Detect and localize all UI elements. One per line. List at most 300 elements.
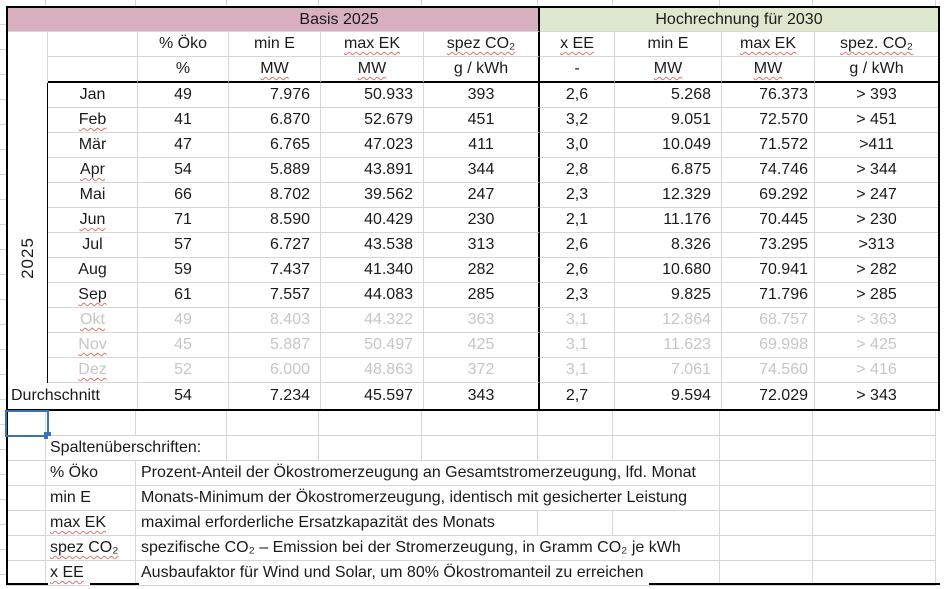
cell-spezCO2-2030[interactable] <box>815 183 938 208</box>
value: 2,6 <box>565 261 589 278</box>
cell-xEE[interactable] <box>540 308 615 333</box>
month-label: Nov <box>78 336 107 353</box>
cell-minE-2030[interactable] <box>615 158 722 183</box>
cell-spezCO2[interactable] <box>424 208 540 233</box>
summary-label-cell[interactable] <box>8 383 138 409</box>
value: 9.594 <box>670 387 711 404</box>
cell-spezCO2[interactable] <box>424 183 540 208</box>
cell-oeko[interactable] <box>138 208 229 233</box>
unit-spezCO2[interactable] <box>424 57 540 83</box>
value: 411 <box>468 136 494 153</box>
value: 44.083 <box>364 286 413 303</box>
value: 74.746 <box>759 161 808 178</box>
basis-2025-label: Basis 2025 <box>299 10 379 28</box>
summary-maxEK[interactable] <box>321 383 424 409</box>
legend-row <box>6 511 940 536</box>
summary-spezCO2[interactable] <box>424 383 540 409</box>
value: > 393 <box>856 86 897 103</box>
cell-xEE[interactable] <box>540 133 615 158</box>
legend-key[interactable]: x EE <box>48 561 90 585</box>
cell-spezCO2[interactable] <box>424 108 540 133</box>
value: 40.429 <box>364 211 413 228</box>
cell-minE[interactable] <box>229 308 321 333</box>
value: 8.702 <box>269 186 310 203</box>
cell-minE[interactable] <box>229 358 321 383</box>
legend-key[interactable]: min E <box>48 486 97 510</box>
col-header-spezCO2[interactable] <box>424 32 540 57</box>
cell-maxEK[interactable] <box>321 133 424 158</box>
cell-oeko[interactable] <box>138 83 229 108</box>
cell-oeko[interactable] <box>138 158 229 183</box>
cell-maxEK-2030[interactable] <box>722 133 815 158</box>
value: 2,6 <box>565 236 589 253</box>
header-spacer-year[interactable] <box>8 32 48 57</box>
value: 285 <box>467 286 495 303</box>
cell-year-span[interactable] <box>8 358 48 383</box>
value: 2,1 <box>565 211 589 228</box>
unit-spacer-year[interactable] <box>8 57 48 83</box>
value: 10.049 <box>662 136 711 153</box>
cell-xEE[interactable] <box>540 258 615 283</box>
legend-description[interactable]: maximal erforderliche Ersatzkapazität des Monats <box>139 511 501 535</box>
cell-month[interactable] <box>48 283 138 308</box>
cell-xEE[interactable] <box>540 358 615 383</box>
month-label: Feb <box>78 111 107 128</box>
cell-maxEK-2030[interactable] <box>722 258 815 283</box>
value: 11.623 <box>663 336 711 353</box>
cell-maxEK[interactable] <box>321 108 424 133</box>
cell-minE[interactable] <box>229 283 321 308</box>
cell-year-span[interactable] <box>8 208 48 233</box>
cell-minE[interactable] <box>229 108 321 133</box>
cell-maxEK-2030[interactable] <box>722 83 815 108</box>
cell-minE-2030[interactable] <box>615 283 722 308</box>
value: 66 <box>174 186 192 203</box>
cell-minE-2030[interactable] <box>615 258 722 283</box>
cell-maxEK[interactable] <box>321 208 424 233</box>
cell-maxEK[interactable] <box>321 308 424 333</box>
header-spacer-month[interactable] <box>48 32 138 57</box>
col-header-label: spez CO₂ <box>446 35 516 52</box>
value: 6.765 <box>269 136 310 153</box>
col-header-spezCO2-2030[interactable] <box>815 32 938 57</box>
table-row <box>8 133 938 158</box>
value: 372 <box>467 361 495 378</box>
cell-minE[interactable] <box>229 333 321 358</box>
cell-year-span[interactable] <box>8 108 48 133</box>
cell-spezCO2-2030[interactable] <box>815 158 938 183</box>
month-label: Aug <box>78 261 107 278</box>
unit-xEE[interactable] <box>540 57 615 83</box>
year-2025-label: 2025 <box>18 237 38 279</box>
col-header-maxEK-2030[interactable] <box>722 32 815 57</box>
value: 69.998 <box>759 336 808 353</box>
unit-label: MW <box>260 60 289 77</box>
value: 2,6 <box>565 86 589 103</box>
legend-row <box>6 486 940 511</box>
cell-year-span[interactable] <box>8 308 48 333</box>
month-label: Jul <box>82 236 103 253</box>
value: 70.941 <box>759 261 808 278</box>
cell-month[interactable] <box>48 83 138 108</box>
value: 52 <box>174 361 192 378</box>
value: > 344 <box>856 161 897 178</box>
unit-label: % <box>175 60 191 77</box>
value: 47.023 <box>364 136 413 153</box>
cell-minE[interactable] <box>229 183 321 208</box>
cell-maxEK[interactable] <box>321 158 424 183</box>
cell-maxEK[interactable] <box>321 258 424 283</box>
summary-xEE[interactable] <box>540 383 615 409</box>
table-row <box>8 183 938 208</box>
col-header-label: % Öko <box>158 35 207 52</box>
cell-minE-2030[interactable] <box>615 333 722 358</box>
month-label: Okt <box>80 311 105 328</box>
value: 3,1 <box>565 336 589 353</box>
value: 76.373 <box>759 86 808 103</box>
value: 54 <box>174 387 192 404</box>
table-row <box>8 233 938 258</box>
cell-month[interactable] <box>48 333 138 358</box>
legend-key[interactable]: % Öko <box>48 461 104 485</box>
value: 451 <box>467 111 495 128</box>
value: 52.679 <box>364 111 413 128</box>
cell-spezCO2[interactable] <box>424 333 540 358</box>
value: 50.497 <box>364 336 413 353</box>
col-header-label: x EE <box>560 35 594 52</box>
cell-oeko[interactable] <box>138 308 229 333</box>
col-header-xEE[interactable] <box>540 32 615 57</box>
value: 72.029 <box>759 387 808 404</box>
value: 8.326 <box>670 236 711 253</box>
cell-spezCO2[interactable] <box>424 133 540 158</box>
value: > 285 <box>856 286 897 303</box>
unit-maxEK[interactable] <box>321 57 424 83</box>
table-row <box>8 158 938 183</box>
cell-month[interactable] <box>48 358 138 383</box>
cell-spezCO2[interactable] <box>424 358 540 383</box>
band-row <box>8 8 938 32</box>
cell-spezCO2[interactable] <box>424 258 540 283</box>
cell-oeko[interactable] <box>138 258 229 283</box>
value: > 451 <box>856 111 897 128</box>
cell-maxEK-2030[interactable] <box>722 333 815 358</box>
unit-label: - <box>574 60 580 77</box>
col-header-label: spez. CO₂ <box>840 35 913 52</box>
cell-maxEK-2030[interactable] <box>722 158 815 183</box>
legend-description[interactable]: Ausbaufaktor für Wind und Solar, um 80% Ökostromanteil zu erreichen <box>139 561 649 585</box>
cell-oeko[interactable] <box>138 333 229 358</box>
value: > 282 <box>856 261 897 278</box>
cell-minE-2030[interactable] <box>615 308 722 333</box>
cell-spezCO2-2030[interactable] <box>815 358 938 383</box>
unit-label: MW <box>357 60 387 77</box>
cell-minE-2030[interactable] <box>615 233 722 258</box>
summary-row <box>8 383 938 409</box>
cell-xEE[interactable] <box>540 208 615 233</box>
unit-label: g / kWh <box>849 60 904 77</box>
value: 343 <box>467 387 495 404</box>
month-label: Dez <box>78 361 107 378</box>
value: 57 <box>174 236 192 253</box>
cell-spezCO2-2030[interactable] <box>815 133 938 158</box>
cell-oeko[interactable] <box>138 283 229 308</box>
cell-xEE[interactable] <box>540 283 615 308</box>
unit-label: MW <box>653 60 683 77</box>
cell-xEE[interactable] <box>540 158 615 183</box>
table-row <box>8 258 938 283</box>
cell-maxEK-2030[interactable] <box>722 183 815 208</box>
legend-title-row <box>6 436 940 461</box>
cell-maxEK-2030[interactable] <box>722 208 815 233</box>
value: 43.891 <box>364 161 413 178</box>
summary-oeko[interactable] <box>138 383 229 409</box>
cell-minE[interactable] <box>229 233 321 258</box>
cell-maxEK[interactable] <box>321 283 424 308</box>
value: 247 <box>467 186 495 203</box>
value: > 247 <box>856 186 897 203</box>
value: 5.268 <box>670 86 711 103</box>
value: 49 <box>174 311 192 328</box>
value: 74.560 <box>759 361 808 378</box>
value: 72.570 <box>759 111 808 128</box>
cell-oeko[interactable] <box>138 233 229 258</box>
value: 41 <box>174 111 192 128</box>
cell-spezCO2-2030[interactable] <box>815 283 938 308</box>
value: 282 <box>467 261 495 278</box>
cell-minE-2030[interactable] <box>615 83 722 108</box>
cell-spezCO2-2030[interactable] <box>815 333 938 358</box>
summary-maxEK-2030[interactable] <box>722 383 815 409</box>
value: 3,1 <box>565 311 589 328</box>
col-header-label: max EK <box>343 35 400 52</box>
value: 2,3 <box>565 286 589 303</box>
value: 9.825 <box>670 286 711 303</box>
unit-minE[interactable] <box>229 57 321 83</box>
table-row <box>8 83 938 108</box>
cell-minE-2030[interactable] <box>615 133 722 158</box>
cell-minE[interactable] <box>229 158 321 183</box>
legend-description[interactable]: Monats-Minimum der Ökostromerzeugung, identisch mit gesicherter Leistung <box>139 486 693 510</box>
value: 7.437 <box>269 261 310 278</box>
legend-area <box>6 411 940 586</box>
value: 6.000 <box>269 361 310 378</box>
table-row <box>8 333 938 358</box>
cell-spezCO2[interactable] <box>424 233 540 258</box>
cell-xEE[interactable] <box>540 83 615 108</box>
cell-month[interactable] <box>48 133 138 158</box>
unit-maxEK-2030[interactable] <box>722 57 815 83</box>
cell-minE[interactable] <box>229 133 321 158</box>
value: 2,7 <box>565 387 589 404</box>
cell-xEE[interactable] <box>540 233 615 258</box>
cell-maxEK[interactable] <box>321 233 424 258</box>
cell-xEE[interactable] <box>540 183 615 208</box>
value: 7.061 <box>670 361 711 378</box>
unit-minE-2030[interactable] <box>615 57 722 83</box>
cell-spezCO2-2030[interactable] <box>815 308 938 333</box>
legend-row <box>6 536 940 561</box>
cell-month[interactable] <box>48 108 138 133</box>
unit-oeko[interactable] <box>138 57 229 83</box>
cell-minE[interactable] <box>229 208 321 233</box>
month-label: Jun <box>79 211 106 228</box>
cell-minE[interactable] <box>229 258 321 283</box>
table-row <box>8 283 938 308</box>
value: 12.864 <box>662 311 711 328</box>
hochrechnung-2030-label: Hochrechnung für 2030 <box>655 10 823 28</box>
value: 6.727 <box>269 236 310 253</box>
value: 5.889 <box>269 161 310 178</box>
value: 7.234 <box>269 387 310 404</box>
value: 49 <box>174 86 192 103</box>
legend-title[interactable]: Spaltenüberschriften: <box>48 436 207 460</box>
col-header-label: min E <box>647 35 689 52</box>
cell-xEE[interactable] <box>540 333 615 358</box>
value: > 425 <box>856 336 897 353</box>
cell-year-span[interactable] <box>8 233 48 258</box>
units-row <box>8 57 938 83</box>
value: 313 <box>467 236 495 253</box>
summary-minE-2030[interactable] <box>615 383 722 409</box>
basis-2025-header[interactable] <box>8 8 540 32</box>
value: >313 <box>858 236 895 253</box>
hochrechnung-2030-header[interactable] <box>540 8 938 32</box>
value: 41.340 <box>364 261 413 278</box>
unit-spezCO2-2030[interactable] <box>815 57 938 83</box>
summary-minE[interactable] <box>229 383 321 409</box>
cell-minE-2030[interactable] <box>615 208 722 233</box>
value: 50.933 <box>364 86 413 103</box>
value: 48.863 <box>364 361 413 378</box>
value: 68.757 <box>759 311 808 328</box>
value: > 416 <box>856 361 897 378</box>
cell-minE-2030[interactable] <box>615 183 722 208</box>
cell-spezCO2-2030[interactable] <box>815 108 938 133</box>
legend-description[interactable]: spezifische CO₂ – Emission bei der Stromerzeugung, in Gramm CO₂ je kWh <box>139 536 687 560</box>
unit-label: g / kWh <box>453 60 509 77</box>
cell-maxEK-2030[interactable] <box>722 233 815 258</box>
left-border-line <box>6 411 8 585</box>
cell-maxEK[interactable] <box>321 183 424 208</box>
month-label: Jan <box>79 86 106 103</box>
table-row <box>8 108 938 133</box>
col-header-label: min E <box>254 35 295 52</box>
cell-spezCO2[interactable] <box>424 83 540 108</box>
cell-year-span[interactable] <box>8 258 48 283</box>
cell-oeko[interactable] <box>138 183 229 208</box>
month-label: Mai <box>79 186 106 203</box>
cell-maxEK[interactable] <box>321 358 424 383</box>
value: 71.796 <box>759 286 808 303</box>
value: 45 <box>174 336 192 353</box>
col-header-minE[interactable] <box>229 32 321 57</box>
cell-month[interactable] <box>48 308 138 333</box>
cell-maxEK-2030[interactable] <box>722 108 815 133</box>
value: 363 <box>467 311 495 328</box>
cell-maxEK[interactable] <box>321 83 424 108</box>
value: 9.051 <box>670 111 711 128</box>
value: 11.176 <box>663 211 711 228</box>
cell-maxEK-2030[interactable] <box>722 308 815 333</box>
value: 71.572 <box>759 136 808 153</box>
cell-maxEK[interactable] <box>321 333 424 358</box>
cell-month[interactable] <box>48 258 138 283</box>
value: 7.976 <box>269 86 310 103</box>
cell-minE-2030[interactable] <box>615 358 722 383</box>
cell-spezCO2[interactable] <box>424 308 540 333</box>
value: >411 <box>859 136 894 153</box>
cell-spezCO2[interactable] <box>424 158 540 183</box>
cell-year-span[interactable] <box>8 183 48 208</box>
unit-spacer-month[interactable] <box>48 57 138 83</box>
cell-spezCO2-2030[interactable] <box>815 233 938 258</box>
cell-oeko[interactable] <box>138 108 229 133</box>
cell-xEE[interactable] <box>540 108 615 133</box>
value: 3,0 <box>565 136 589 153</box>
cell-month[interactable] <box>48 208 138 233</box>
cell-month[interactable] <box>48 158 138 183</box>
cell-oeko[interactable] <box>138 133 229 158</box>
value: 70.445 <box>759 211 808 228</box>
value: 2,3 <box>565 186 589 203</box>
cell-spezCO2-2030[interactable] <box>815 258 938 283</box>
cell-month[interactable] <box>48 233 138 258</box>
value: > 230 <box>856 211 897 228</box>
cell-spezCO2-2030[interactable] <box>815 83 938 108</box>
value: 393 <box>467 86 495 103</box>
summary-spezCO2-2030[interactable] <box>815 383 938 409</box>
cell-oeko[interactable] <box>138 358 229 383</box>
cell-minE[interactable] <box>229 83 321 108</box>
value: 6.870 <box>269 111 310 128</box>
cell-year-span[interactable] <box>8 158 48 183</box>
value: > 363 <box>856 311 897 328</box>
cell-cursor[interactable] <box>5 410 49 437</box>
value: 39.562 <box>364 186 413 203</box>
value: 59 <box>174 261 192 278</box>
value: 7.557 <box>269 286 310 303</box>
table-row <box>8 208 938 233</box>
table-row <box>8 358 938 383</box>
summary-label: Durchschnitt <box>11 387 100 404</box>
legend-description[interactable]: Prozent-Anteil der Ökostromerzeugung an Gesamtstromerzeugung, lfd. Monat <box>139 461 702 485</box>
cell-month[interactable] <box>48 183 138 208</box>
legend-key[interactable]: spez CO₂ <box>48 536 124 560</box>
col-header-maxEK[interactable] <box>321 32 424 57</box>
cell-year-span[interactable] <box>8 283 48 308</box>
value: 73.295 <box>759 236 808 253</box>
value: 44.322 <box>364 311 413 328</box>
value: 230 <box>467 211 495 228</box>
value: 3,2 <box>565 111 589 128</box>
cell-maxEK-2030[interactable] <box>722 358 815 383</box>
col-header-oeko[interactable] <box>138 32 229 57</box>
value: 8.403 <box>269 311 310 328</box>
cell-maxEK-2030[interactable] <box>722 283 815 308</box>
cell-year-span[interactable] <box>8 83 48 108</box>
value: 6.875 <box>670 161 711 178</box>
month-label: Mär <box>78 136 107 153</box>
cell-year-span[interactable] <box>8 333 48 358</box>
legend-key[interactable]: max EK <box>48 511 112 535</box>
data-table <box>6 6 940 411</box>
col-header-minE-2030[interactable] <box>615 32 722 57</box>
cell-minE-2030[interactable] <box>615 108 722 133</box>
cell-year-span[interactable] <box>8 133 48 158</box>
cell-spezCO2[interactable] <box>424 283 540 308</box>
cell-spezCO2-2030[interactable] <box>815 208 938 233</box>
